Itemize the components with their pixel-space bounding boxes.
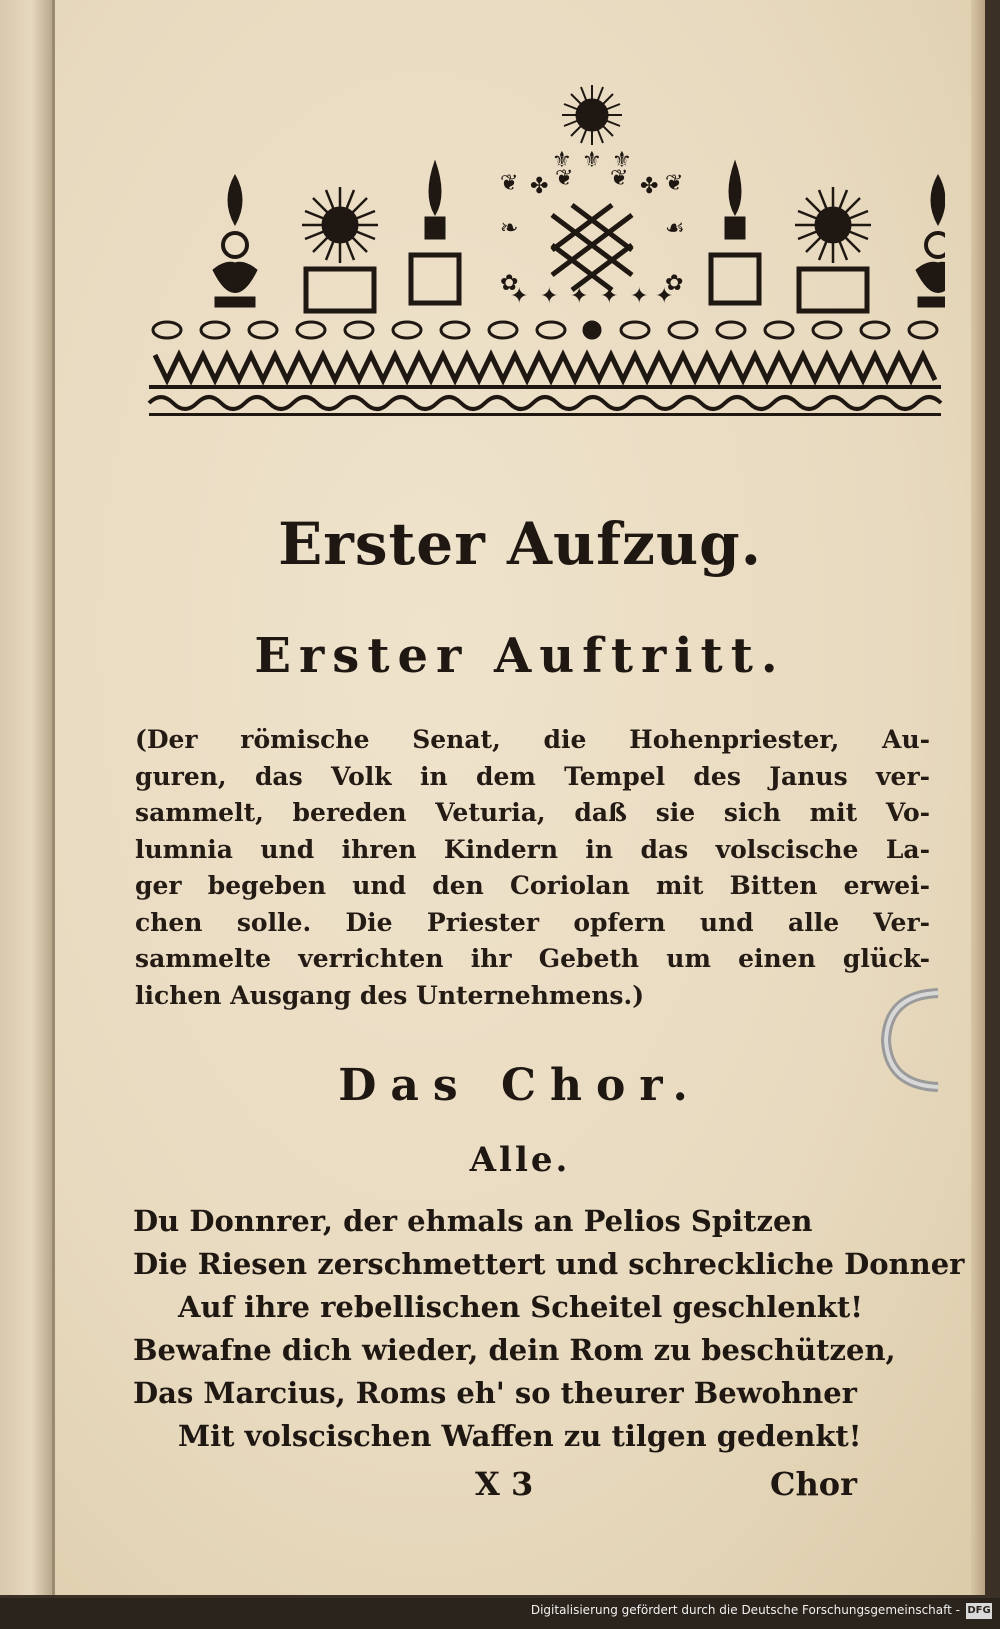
book-page bbox=[52, 0, 985, 1595]
svg-text:✤: ✤ bbox=[530, 174, 549, 199]
signature-mark: X 3 bbox=[475, 1465, 534, 1503]
page-fore-edge bbox=[971, 0, 985, 1595]
verse-block bbox=[133, 1200, 965, 1458]
funding-credit: Digitalisierung gefördert durch die Deutsche Forschungsgemeinschaft - bbox=[530, 1603, 960, 1617]
stage-direction-line: sammelte verrichten ihr Gebeth um einen glück- bbox=[135, 944, 930, 973]
page-clip bbox=[868, 985, 948, 1095]
svg-text:✿: ✿ bbox=[500, 271, 519, 296]
svg-text:☙: ☙ bbox=[665, 216, 685, 241]
svg-text:⚜: ⚜ bbox=[552, 148, 572, 173]
dfg-logo: DFG bbox=[966, 1603, 992, 1619]
facing-page-edge bbox=[0, 0, 52, 1595]
svg-text:✦: ✦ bbox=[600, 284, 619, 309]
stage-direction-line: (Der römische Senat, die Hohenpriester, Au- bbox=[135, 725, 930, 754]
svg-text:✦: ✦ bbox=[630, 284, 649, 309]
svg-text:✿: ✿ bbox=[665, 271, 684, 296]
svg-text:⚜: ⚜ bbox=[582, 148, 602, 173]
stage-direction-line: ger begeben und den Coriolan mit Bitten erwei- bbox=[135, 871, 930, 900]
stage-direction-line: chen solle. Die Priester opfern und alle Ver- bbox=[135, 907, 930, 937]
stage-direction-line: guren, das Volk in dem Tempel des Janus ver- bbox=[135, 761, 930, 791]
stage-direction bbox=[135, 722, 930, 1014]
verse-line: Du Donnrer, der ehmals an Pelios Spitzen bbox=[133, 1204, 813, 1238]
svg-text:✦: ✦ bbox=[510, 284, 529, 309]
stage-direction-line: lichen Ausgang des Unternehmens.) bbox=[135, 980, 645, 1010]
act-title: Erster Aufzug. bbox=[278, 510, 762, 578]
verse-line: Auf ihre rebellischen Scheitel geschlenkt! bbox=[178, 1290, 863, 1324]
svg-text:❦: ❦ bbox=[555, 166, 574, 191]
chorus-heading: Das Chor. bbox=[338, 1060, 702, 1111]
scene-title: Erster Auftritt. bbox=[254, 628, 786, 684]
speaker-label: Alle. bbox=[469, 1140, 571, 1180]
svg-text:❦: ❦ bbox=[665, 171, 684, 196]
svg-text:✦: ✦ bbox=[540, 284, 559, 309]
svg-text:✦: ✦ bbox=[570, 284, 589, 309]
svg-text:❧: ❧ bbox=[500, 216, 519, 241]
verse-line: Bewafne dich wieder, dein Rom zu beschützen, bbox=[133, 1333, 896, 1367]
verse-line: Das Marcius, Roms eh' so theurer Bewohner bbox=[133, 1376, 857, 1410]
verse-line: Die Riesen zerschmettert und schreckliche Donner bbox=[133, 1247, 965, 1281]
verse-line: Mit volscischen Waffen zu tilgen gedenkt! bbox=[178, 1419, 862, 1453]
svg-text:✤: ✤ bbox=[640, 174, 659, 199]
svg-text:❦: ❦ bbox=[610, 166, 629, 191]
catchword: Chor bbox=[770, 1465, 857, 1503]
stage-direction-line: lumnia und ihren Kindern in das volscische La- bbox=[135, 834, 930, 864]
stage-direction-line: sammelt, bereden Veturia, daß sie sich mit Vo- bbox=[135, 798, 930, 827]
svg-text:✦: ✦ bbox=[655, 284, 674, 309]
svg-text:❦: ❦ bbox=[500, 171, 519, 196]
svg-text:⚜: ⚜ bbox=[612, 148, 632, 173]
headpiece-ornament bbox=[145, 85, 945, 425]
